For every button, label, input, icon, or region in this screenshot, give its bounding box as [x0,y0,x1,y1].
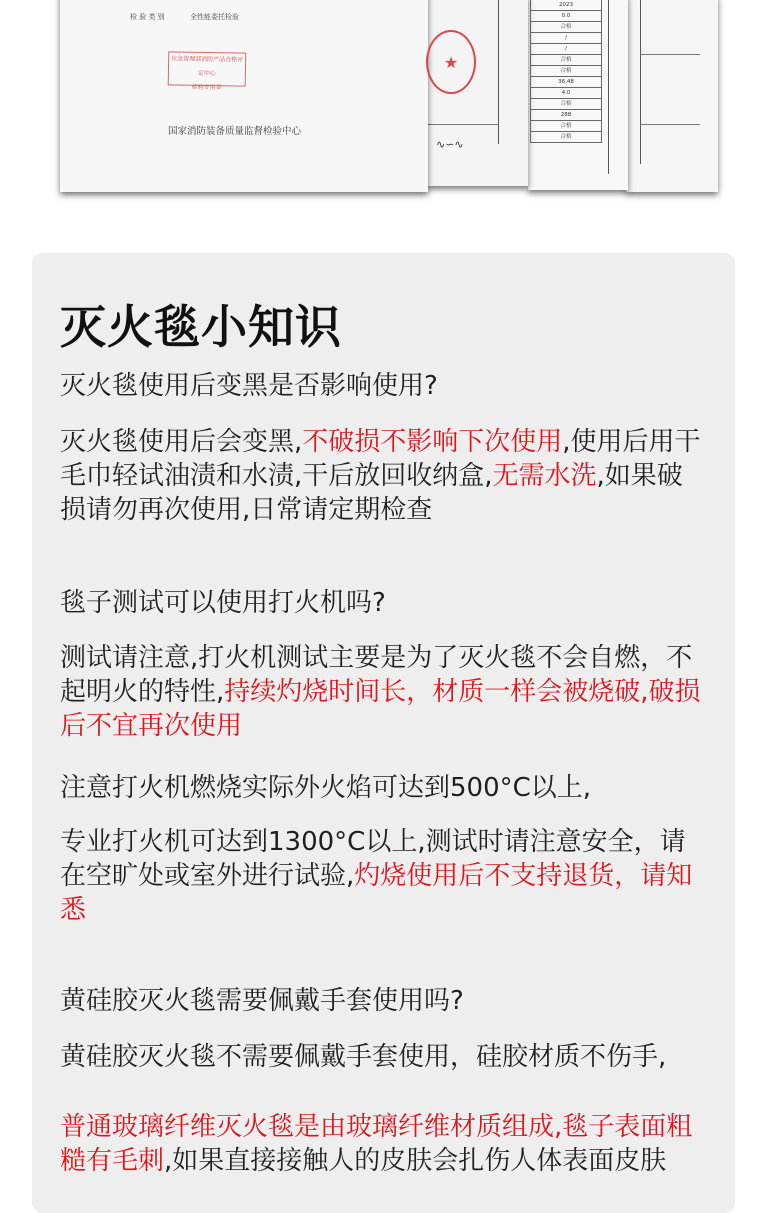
table-cell: 2023 [530,0,602,11]
answer-1 [60,425,702,527]
answer-1-text: ,使用后用干毛巾轻试油渍和水渍,干后放回收纳盒, [60,427,701,491]
inspection-type-value: 全性能委托检验 [190,13,239,21]
question-3: 黄硅胶灭火毯需要佩戴手套使用吗? [60,986,464,1016]
table-cell: 合格 [530,55,602,66]
table-cell: 合格 [530,99,602,110]
answer-1-text: ,如果破损请勿再次使用,日常请定期检查 [60,461,683,525]
report-page-4 [626,0,718,192]
issuing-center-name: 国家消防装备质量监督检验中心 [168,126,302,137]
table-cell: 36.48 [530,77,602,88]
no-return-warning: 灼烧使用后不支持退货，请知悉 [60,861,693,925]
table-cell: 合格 [530,121,602,132]
table-cell: / [530,33,602,44]
round-seal-icon: ★ [426,30,476,94]
answer-2-text: 测试请注意,打火机测试主要是为了灭火毯不会自燃，不起明火的特性, [60,643,693,707]
question-1: 灭火毯使用后变黑是否影响使用? [60,371,438,401]
table-cell: 合格 [530,22,602,33]
question-2: 毯子测试可以使用打火机吗? [60,588,386,618]
table-cell: 288 [530,110,602,121]
card-title: 灭火毯小知识 [60,300,342,354]
inspection-stamp [168,51,247,92]
test-report-photo [0,0,776,215]
answer-1-highlight: 不破损不影响下次使用 [302,427,563,457]
table-cell: 合格 [530,66,602,77]
report-page-2 [426,0,528,186]
professional-lighter-note [60,825,702,927]
table-cell: / [530,44,602,55]
answer-2-highlight: 持续灼烧时间长，材质一样会被烧破,破损后不宜再次使用 [60,677,701,741]
stamp-line: 检验专用章 [191,83,222,92]
glass-fiber-highlight: 普通玻璃纤维灭火毯是由玻璃纤维材质组成,毯子表面粗糙有毛刺 [60,1112,693,1176]
answer-2 [60,641,702,743]
signature-icon: ∿∽∿ [436,138,464,151]
report-results-table [530,0,602,143]
stamp-line: 应急管理部消防产品合格评定中心 [171,55,244,78]
professional-lighter-text: 专业打火机可达到1300°C以上,测试时请注意安全，请在空旷处或室外进行试验, [60,827,686,891]
report-cover-page [60,0,428,192]
glass-fiber-text: ,如果直接接触人的皮肤会扎伤人体表面皮肤 [164,1146,667,1176]
answer-1-highlight: 无需水洗 [492,461,597,491]
knowledge-card [32,253,735,1213]
answer-1-text: 灭火毯使用后会变黑, [60,427,303,457]
inspection-type-label: 检 验 类 别 [130,13,165,21]
table-cell: 4.0 [530,88,602,99]
table-cell: 合格 [530,132,602,143]
answer-3: 黄硅胶灭火毯不需要佩戴手套使用，硅胶材质不伤手, [60,1042,667,1072]
table-cell: 0.0 [530,11,602,22]
glass-fiber-warning [60,1110,702,1178]
lighter-temperature-note: 注意打火机燃烧实际外火焰可达到500°C以上, [60,773,592,803]
